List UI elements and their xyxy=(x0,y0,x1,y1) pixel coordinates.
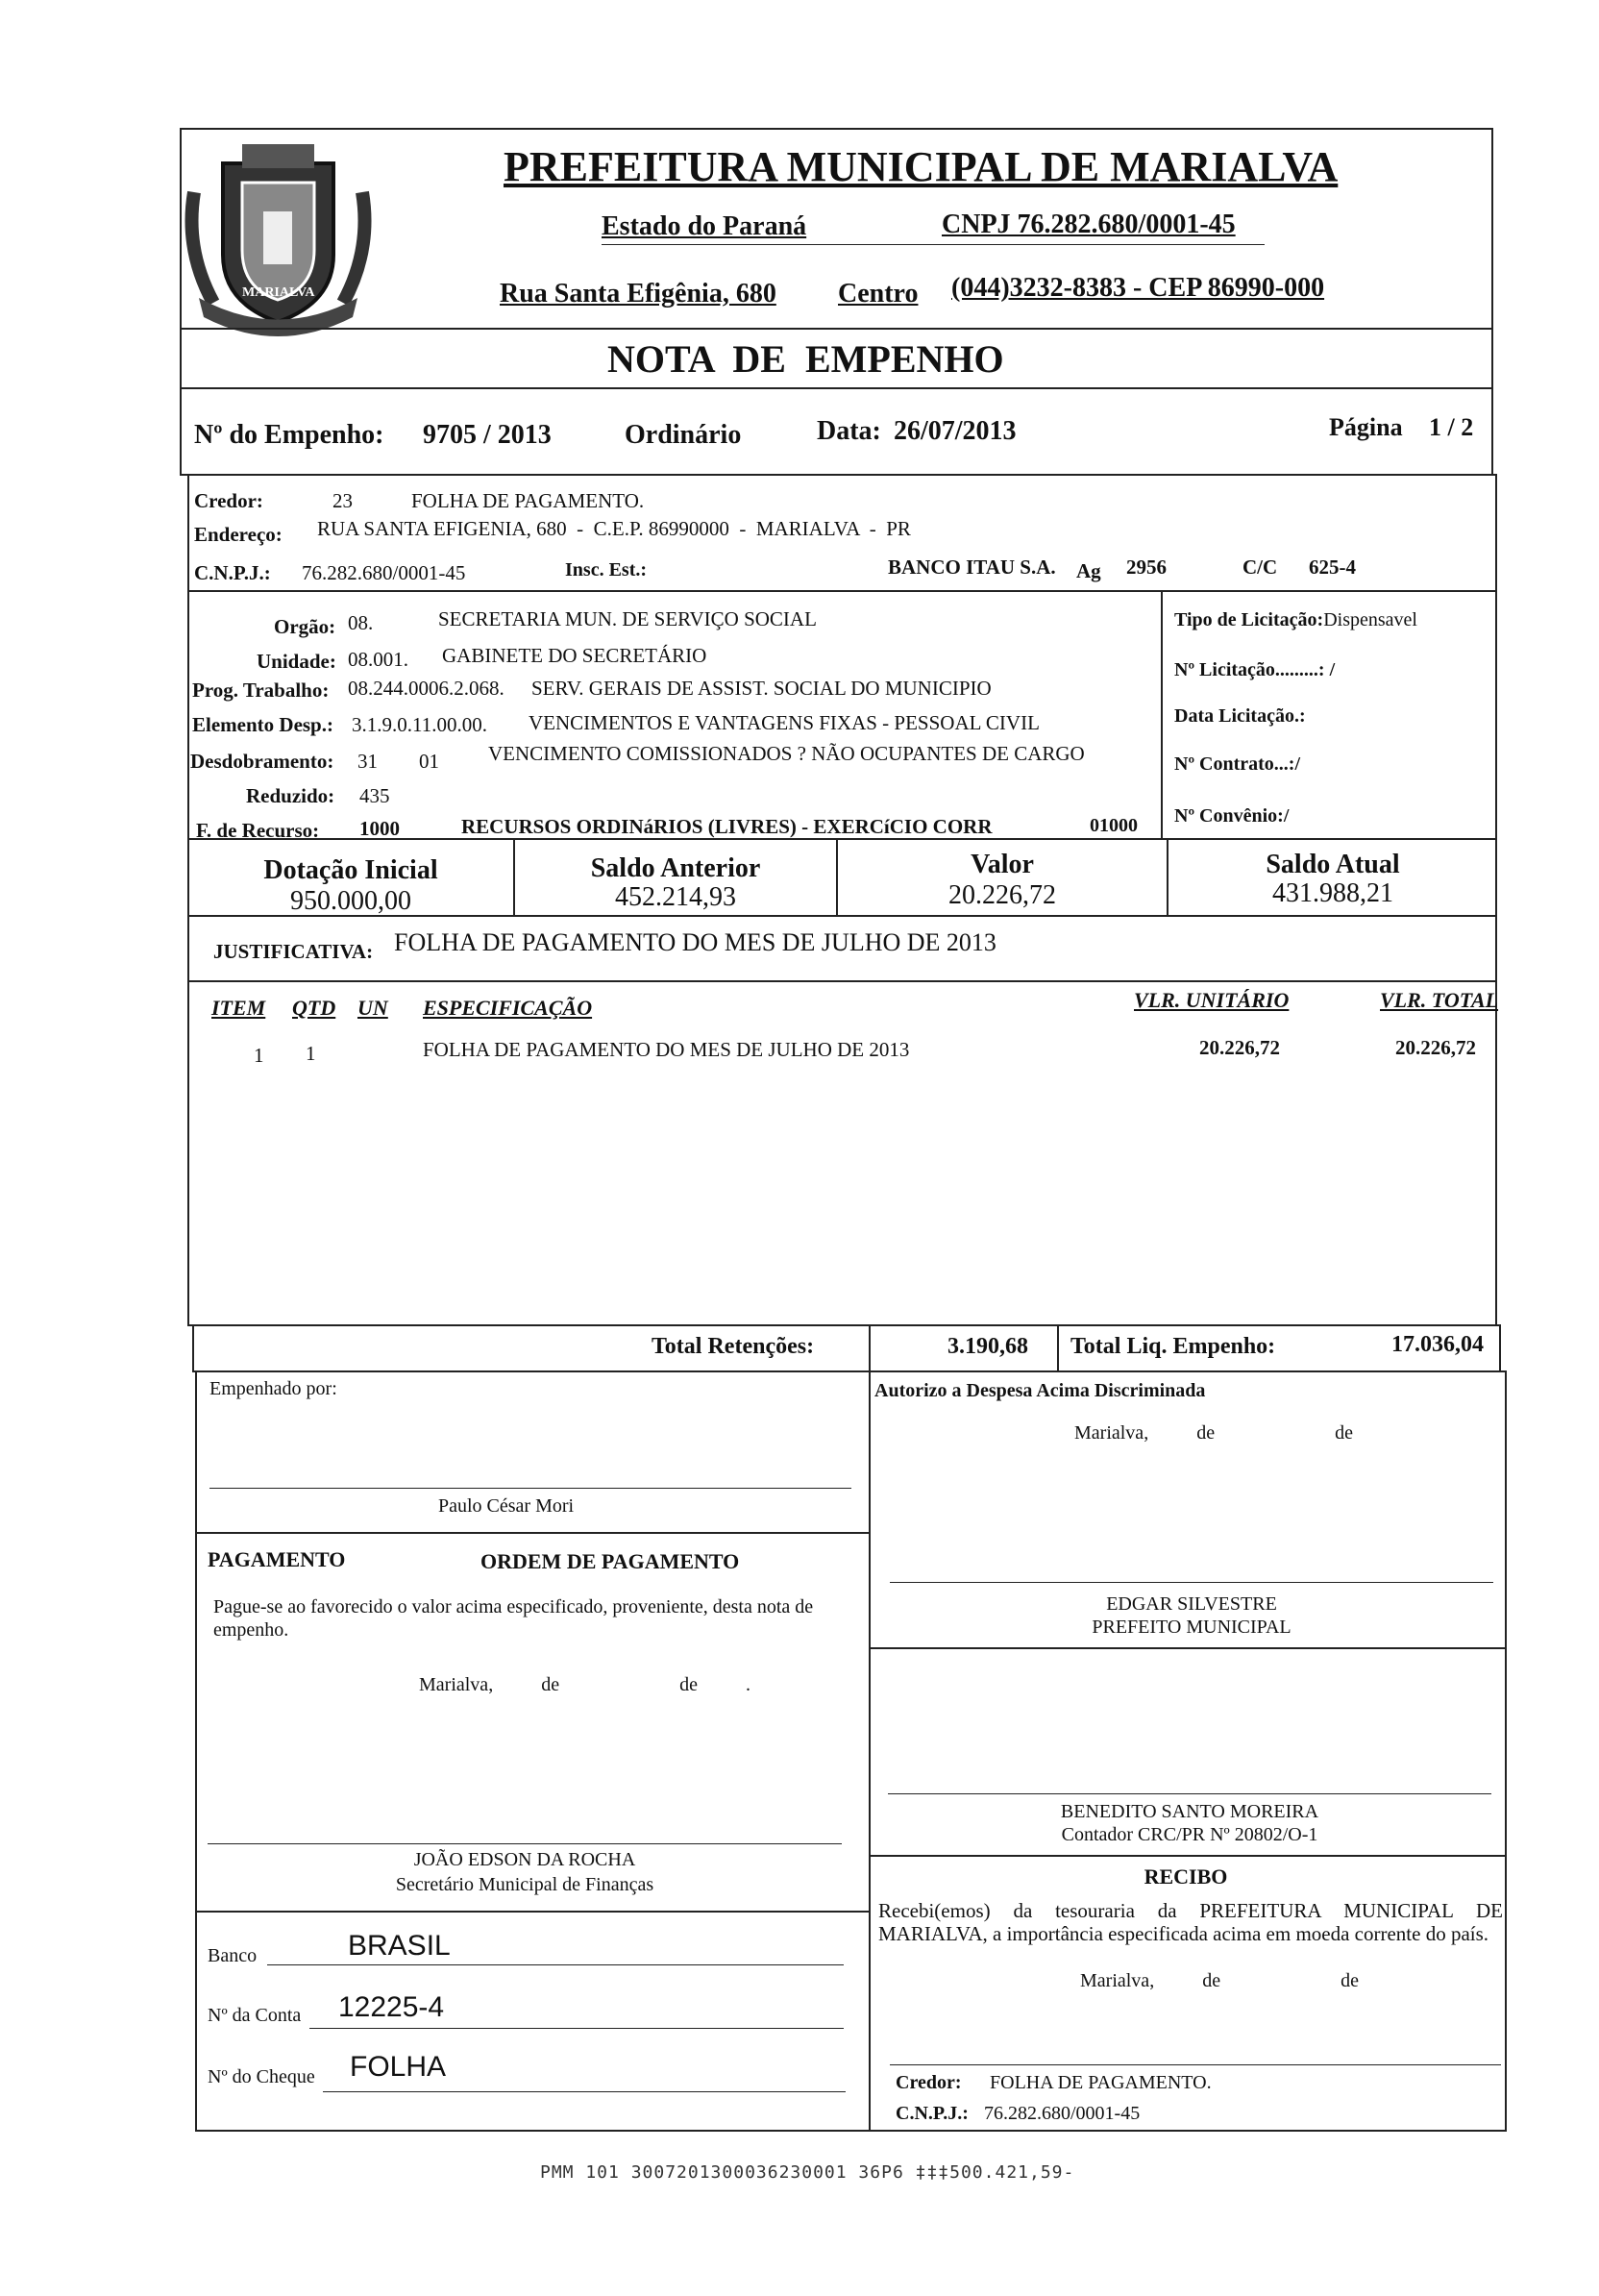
justificativa-text: FOLHA DE PAGAMENTO DO MES DE JULHO DE 2013 xyxy=(394,928,996,956)
desdobramento-label: Desdobramento: xyxy=(190,750,334,773)
empenhado-name: Paulo César Mori xyxy=(438,1495,575,1517)
desdobramento-b: 01 xyxy=(419,750,439,773)
table-row-total: 20.226,72 xyxy=(1395,1036,1476,1059)
ordem-text: Pague-se ao favorecido o valor acima especificado, proveniente, desta nota de empenho. xyxy=(213,1596,814,1641)
municipality-title: PREFEITURA MUNICIPAL DE MARIALVA xyxy=(504,143,1339,190)
licitacao-type-label-text: Tipo de Licitação: xyxy=(1174,609,1324,630)
credor-address: RUA SANTA EFIGENIA, 680 - C.E.P. 86990000 - MARIALVA - PR xyxy=(317,517,911,540)
orgao-label: Orgão: xyxy=(274,615,336,638)
address-label: Endereço: xyxy=(194,523,283,546)
table-row-qtd: 1 xyxy=(306,1042,316,1065)
signatures-divider xyxy=(869,1370,871,2132)
saldo-atual-value: 431.988,21 xyxy=(1272,878,1393,908)
contador-name: BENEDITO SANTO MOREIRA xyxy=(1060,1801,1319,1822)
credor-label: Credor: xyxy=(194,489,263,512)
page-number: 1 / 2 xyxy=(1429,413,1474,441)
credor-name: FOLHA DE PAGAMENTO. xyxy=(411,489,645,512)
col-qtd: QTD xyxy=(292,996,336,1020)
autorizo-label: Autorizo a Despesa Acima Discriminada xyxy=(874,1380,1206,1401)
document-title: NOTA DE EMPENHO xyxy=(607,337,1004,381)
pagamento-date: Marialva, de de . xyxy=(419,1674,750,1695)
cheque-line xyxy=(323,2091,846,2092)
empenho-type: Ordinário xyxy=(625,420,742,450)
header-cnpj: CNPJ 76.282.680/0001-45 xyxy=(942,210,1236,239)
retencoes-value: 3.190,68 xyxy=(947,1334,1028,1359)
col-un: UN xyxy=(357,996,388,1020)
empenho-date-label: Data: xyxy=(817,416,881,446)
recurso-name: RECURSOS ORDINáRIOS (LIVRES) - EXERCíCIO CORR xyxy=(461,815,993,838)
prefeito-name: EDGAR SILVESTRE xyxy=(1106,1593,1277,1615)
saldo-anterior-value: 452.214,93 xyxy=(615,882,736,912)
coat-of-arms-icon xyxy=(184,135,372,336)
ag-number: 2956 xyxy=(1126,555,1167,579)
saldo-atual-label: Saldo Atual xyxy=(1266,850,1400,879)
table-row-item: 1 xyxy=(254,1044,264,1067)
unidade-label: Unidade: xyxy=(257,650,336,673)
budget-divider xyxy=(1161,590,1163,840)
ordem-label: ORDEM DE PAGAMENTO xyxy=(480,1549,740,1573)
totals-divider-2 xyxy=(1057,1324,1059,1372)
licitacao-type: Dispensavel xyxy=(1323,609,1417,630)
justificativa-label: JUSTIFICATIVA: xyxy=(213,940,374,963)
convenio-number: Nº Convênio:/ xyxy=(1174,805,1290,827)
cheque-value: FOLHA xyxy=(350,2051,447,2083)
credor-code: 23 xyxy=(332,489,353,512)
conta-label: Nº da Conta xyxy=(208,2005,302,2026)
dotacao-label: Dotação Inicial xyxy=(263,855,438,885)
state-name: Estado do Paraná xyxy=(602,211,807,241)
contador-top-border xyxy=(869,1647,1507,1649)
ag-label: Ag xyxy=(1076,559,1101,582)
licitacao-type-label xyxy=(1174,609,1417,631)
header-district: Centro xyxy=(838,279,919,309)
elemento-name: VENCIMENTOS E VANTAGENS FIXAS - PESSOAL CIVIL xyxy=(529,711,1040,734)
reduzido-value: 435 xyxy=(359,784,390,807)
orgao-code: 08. xyxy=(348,611,374,634)
recibo-sign-line xyxy=(890,2064,1501,2065)
desdobramento-name: VENCIMENTO COMISSIONADOS ? NÃO OCUPANTES DE CARGO xyxy=(488,742,1085,765)
col-vlr-unitario: VLR. UNITÁRIO xyxy=(1134,988,1290,1012)
recibo-date: Marialva, de de xyxy=(1080,1970,1359,1991)
empenho-date: 26/07/2013 xyxy=(894,416,1017,446)
recurso-code: 1000 xyxy=(359,817,400,840)
values-divider-3 xyxy=(1167,838,1168,917)
values-divider-2 xyxy=(836,838,838,917)
totals-box xyxy=(192,1324,1501,1372)
unidade-name: GABINETE DO SECRETÁRIO xyxy=(442,644,707,667)
liq-value: 17.036,04 xyxy=(1391,1332,1484,1357)
valor-label: Valor xyxy=(971,850,1034,879)
prog-code: 08.244.0006.2.068. xyxy=(348,677,504,700)
prefeito-title: PREFEITO MUNICIPAL xyxy=(1092,1617,1292,1638)
empenho-number-label: Nº do Empenho: xyxy=(194,420,384,450)
recibo-text: Recebi(emos) da tesouraria da PREFEITURA MUNICIPAL DE MARIALVA, a importância especificada acima em moeda corrente do país. xyxy=(878,1899,1503,1945)
recibo-cnpj-label: C.N.P.J.: xyxy=(896,2103,969,2124)
credor-cnpj: 76.282.680/0001-45 xyxy=(302,561,466,584)
contador-title: Contador CRC/PR Nº 20802/O-1 xyxy=(1061,1824,1318,1845)
secretario-title: Secretário Municipal de Finanças xyxy=(395,1874,654,1895)
liq-label: Total Liq. Empenho: xyxy=(1070,1334,1276,1359)
cc-number: 625-4 xyxy=(1309,555,1356,579)
retencoes-label: Total Retenções: xyxy=(652,1334,815,1359)
recibo-label: RECIBO xyxy=(1144,1864,1228,1889)
elemento-code: 3.1.9.0.11.00.00. xyxy=(352,713,487,736)
recurso-label: F. de Recurso: xyxy=(196,819,320,842)
pagamento-label: PAGAMENTO xyxy=(208,1547,346,1571)
elemento-label: Elemento Desp.: xyxy=(192,713,333,736)
dotacao-value: 950.000,00 xyxy=(290,886,411,916)
values-divider-1 xyxy=(513,838,515,917)
bank-name: BANCO ITAU S.A. xyxy=(888,555,1056,579)
desdobramento-a: 31 xyxy=(357,750,378,773)
recibo-credor: FOLHA DE PAGAMENTO. xyxy=(990,2072,1212,2093)
banco-label: Banco xyxy=(208,1945,258,1966)
header-address: Rua Santa Efigênia, 680 xyxy=(500,279,776,309)
header-underline xyxy=(602,244,1265,245)
licitacao-date: Data Licitação.: xyxy=(1174,705,1306,727)
empenho-number: 9705 / 2013 xyxy=(423,420,552,450)
recibo-cnpj: 76.282.680/0001-45 xyxy=(984,2103,1141,2124)
reduzido-label: Reduzido: xyxy=(246,784,335,807)
unidade-code: 08.001. xyxy=(348,648,408,671)
pagamento-top-border xyxy=(195,1532,870,1534)
prog-name: SERV. GERAIS DE ASSIST. SOCIAL DO MUNICIPIO xyxy=(531,677,992,700)
footer-code: PMM 101 3007201300036230001 36P6 ‡‡‡500.421,59- xyxy=(540,2162,1075,2183)
banco-top-border xyxy=(195,1911,870,1913)
secretario-sign-line xyxy=(208,1843,842,1844)
cnpj-label: C.N.P.J.: xyxy=(194,561,271,584)
recibo-credor-label: Credor: xyxy=(896,2072,962,2093)
totals-divider-1 xyxy=(869,1324,871,1372)
cc-label: C/C xyxy=(1242,555,1278,579)
autorizo-date: Marialva, de de xyxy=(1074,1422,1353,1444)
contrato-number: Nº Contrato...:/ xyxy=(1174,753,1301,775)
prog-label: Prog. Trabalho: xyxy=(192,679,330,702)
banco-line xyxy=(267,1964,844,1965)
col-vlr-total: VLR. TOTAL xyxy=(1380,988,1499,1012)
recibo-top-border xyxy=(869,1855,1507,1857)
cheque-label: Nº do Cheque xyxy=(208,2066,315,2087)
empenhado-sign-line xyxy=(209,1488,851,1489)
coat-of-arms-text: MARIALVA xyxy=(242,285,315,300)
items-box xyxy=(187,980,1497,1326)
conta-value: 12225-4 xyxy=(338,1991,445,2023)
recurso-ref: 01000 xyxy=(1090,815,1138,836)
table-row-unit: 20.226,72 xyxy=(1199,1036,1280,1059)
table-row-espec: FOLHA DE PAGAMENTO DO MES DE JULHO DE 2013 xyxy=(423,1038,910,1061)
valor-value: 20.226,72 xyxy=(948,880,1056,910)
saldo-anterior-label: Saldo Anterior xyxy=(590,853,761,883)
secretario-name: JOÃO EDSON DA ROCHA xyxy=(413,1849,636,1870)
licitacao-number: Nº Licitação.........: / xyxy=(1174,659,1336,680)
empenhado-label: Empenhado por: xyxy=(209,1378,337,1399)
insc-est-label: Insc. Est.: xyxy=(565,559,648,580)
prefeito-sign-line xyxy=(890,1582,1493,1583)
col-especificacao: ESPECIFICAÇÃO xyxy=(423,996,593,1020)
col-item: ITEM xyxy=(211,996,266,1020)
header-phone-cep: (044)3232-8383 - CEP 86990-000 xyxy=(951,273,1325,303)
contador-sign-line xyxy=(888,1793,1491,1794)
orgao-name: SECRETARIA MUN. DE SERVIÇO SOCIAL xyxy=(438,607,817,630)
conta-line xyxy=(309,2028,844,2029)
page-label: Página xyxy=(1329,413,1403,441)
banco-value: BRASIL xyxy=(348,1930,451,1962)
